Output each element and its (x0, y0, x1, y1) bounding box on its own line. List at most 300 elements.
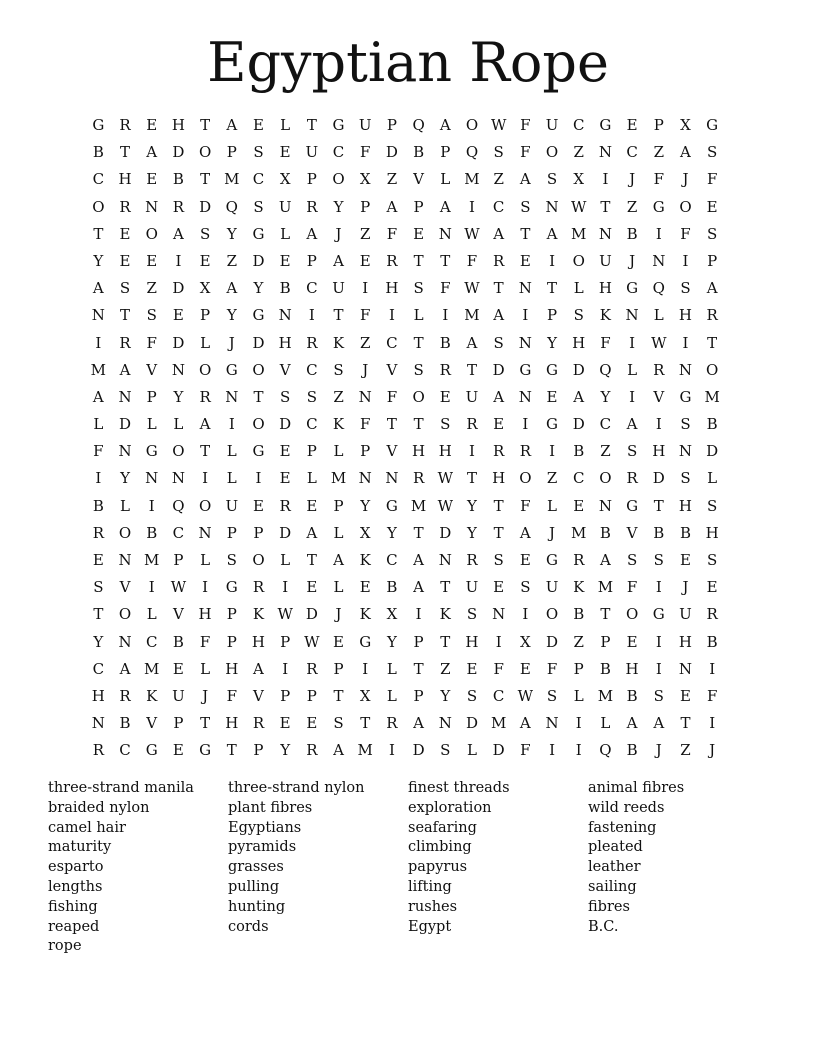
grid-letter: E (279, 442, 291, 461)
grid-letter: P (360, 197, 371, 216)
grid-letter: O (118, 523, 132, 542)
grid-letter: Y (226, 224, 237, 243)
grid-letter: E (279, 469, 291, 488)
grid-letter: D (546, 632, 559, 651)
grid-letter: E (546, 387, 558, 406)
grid-letter: Z (360, 333, 371, 352)
grid-letter: L (573, 279, 584, 298)
word-list-item: animal fibres (588, 780, 685, 796)
grid-letter: P (226, 523, 237, 542)
grid-letter: E (279, 143, 291, 162)
grid-letter: E (172, 741, 184, 760)
grid-letter: T (547, 279, 558, 298)
grid-letter: H (492, 469, 506, 488)
grid-letter: G (145, 741, 158, 760)
grid-letter: I (655, 632, 662, 651)
grid-letter: H (171, 116, 185, 134)
grid-letter: H (678, 632, 693, 651)
grid-letter: T (333, 306, 344, 325)
grid-letter: C (572, 469, 585, 488)
grid-letter: C (92, 170, 105, 189)
grid-letter: I (629, 387, 636, 406)
grid-letter: Y (173, 387, 184, 406)
grid-letter: T (466, 360, 477, 379)
grid-letter: P (226, 632, 237, 651)
grid-letter: K (332, 333, 345, 352)
grid-letter: I (709, 714, 716, 733)
word-list-item: fastening (588, 819, 657, 836)
word-list-item: Egypt (408, 918, 452, 935)
grid-letter: L (440, 170, 451, 189)
grid-letter: R (119, 686, 131, 705)
grid-letter: T (93, 224, 104, 243)
word-list-item: three-strand manila (48, 780, 194, 796)
grid-letter: B (599, 523, 611, 542)
grid-letter: S (573, 306, 584, 325)
grid-letter: P (413, 197, 424, 216)
grid-letter: Q (172, 496, 185, 515)
grid-letter: O (92, 197, 105, 216)
grid-letter: R (252, 578, 265, 597)
grid-letter: R (119, 197, 131, 216)
grid-letter: L (707, 469, 718, 488)
grid-letter: Q (412, 116, 425, 134)
grid-letter: Y (280, 741, 291, 760)
grid-letter: P (173, 551, 184, 569)
grid-letter: G (652, 197, 665, 216)
grid-letter: J (629, 251, 636, 270)
word-list-item: lengths (48, 878, 103, 895)
grid-letter: N (492, 605, 506, 624)
grid-letter: O (706, 360, 719, 379)
grid-letter: J (549, 523, 556, 542)
word-list-item: lifting (408, 878, 452, 895)
grid-letter: I (202, 578, 209, 597)
grid-letter: Z (626, 197, 638, 216)
grid-letter: T (333, 686, 344, 705)
grid-letter: I (495, 632, 502, 651)
grid-letter: R (306, 741, 318, 760)
grid-letter: Z (386, 170, 398, 189)
grid-letter: X (520, 632, 531, 651)
grid-letter: B (386, 578, 398, 597)
grid-letter: S (333, 360, 344, 379)
grid-letter: E (493, 578, 505, 597)
grid-letter: G (332, 116, 345, 134)
grid-letter: C (492, 686, 505, 705)
grid-letter: N (518, 333, 532, 352)
word-list-item: plant fibres (228, 799, 313, 816)
grid-letter: A (306, 224, 318, 243)
grid-letter: G (546, 360, 559, 379)
grid-letter: W (304, 632, 320, 651)
grid-letter: O (172, 442, 185, 461)
word-list-item: seafaring (408, 819, 477, 836)
grid-letter: O (599, 469, 612, 488)
grid-letter: L (333, 523, 344, 542)
grid-letter: S (466, 686, 478, 705)
grid-letter: I (602, 170, 609, 189)
grid-letter: E (413, 224, 425, 243)
grid-letter: Z (226, 251, 237, 270)
grid-letter: A (119, 659, 131, 678)
grid-letter: N (678, 442, 693, 461)
grid-letter: R (653, 360, 665, 379)
grid-letter: Y (600, 387, 611, 406)
grid-letter: A (119, 360, 131, 379)
grid-letter: B (626, 224, 638, 243)
grid-letter: N (198, 523, 212, 542)
grid-letter: S (440, 415, 451, 434)
grid-letter: I (255, 469, 262, 488)
grid-letter: G (145, 442, 158, 461)
grid-letter: A (466, 333, 478, 352)
grid-letter: H (705, 523, 719, 542)
grid-letter: I (522, 306, 529, 325)
grid-letter: Z (653, 143, 664, 162)
grid-letter: N (358, 387, 372, 406)
word-list-item: leather (588, 859, 641, 876)
grid-letter: N (598, 143, 612, 162)
grid-letter: L (653, 306, 664, 325)
grid-letter: A (413, 714, 425, 733)
grid-letter: B (626, 741, 638, 760)
grid-letter: D (492, 360, 505, 379)
word-list-item: pulling (228, 878, 280, 895)
grid-letter: O (519, 469, 532, 488)
grid-letter: T (440, 578, 451, 597)
grid-letter: V (386, 360, 398, 379)
grid-letter: S (707, 496, 718, 515)
grid-letter: A (599, 551, 611, 569)
grid-letter: S (626, 442, 638, 461)
grid-letter: B (706, 415, 718, 434)
grid-letter: Y (440, 686, 451, 705)
grid-letter: N (225, 387, 239, 406)
grid-letter: E (146, 116, 158, 134)
grid-letter: P (333, 496, 344, 515)
grid-letter: T (493, 279, 504, 298)
grid-letter: M (90, 360, 107, 379)
grid-letter: R (493, 442, 505, 461)
grid-letter: W (464, 279, 480, 298)
word-list-item: cords (228, 918, 269, 935)
grid-letter: T (226, 741, 237, 760)
grid-letter: S (626, 551, 638, 569)
grid-letter: C (626, 143, 638, 162)
grid-letter: T (600, 605, 611, 624)
grid-letter: C (92, 659, 105, 678)
grid-letter: I (388, 741, 395, 760)
grid-letter: J (335, 605, 342, 624)
grid-letter: F (466, 251, 478, 270)
grid-letter: T (413, 333, 424, 352)
grid-letter: T (413, 415, 424, 434)
grid-letter: W (651, 333, 667, 352)
grid-letter: N (118, 442, 132, 461)
grid-letter: R (279, 496, 291, 515)
word-list-item: finest threads (408, 780, 510, 796)
grid-letter: R (306, 659, 318, 678)
grid-letter: C (386, 551, 398, 569)
word-list-item: sailing (588, 878, 637, 895)
grid-letter: L (280, 116, 291, 134)
grid-letter: L (280, 551, 291, 569)
grid-letter: A (706, 279, 718, 298)
grid-letter: J (709, 741, 716, 760)
grid-letter: B (679, 523, 691, 542)
grid-letter: I (282, 578, 289, 597)
grid-letter: W (170, 578, 187, 597)
grid-letter: N (625, 306, 639, 325)
grid-letter: O (332, 170, 345, 189)
grid-letter: B (119, 714, 131, 733)
grid-letter: L (600, 714, 611, 733)
grid-letter: L (386, 659, 397, 678)
grid-letter: C (306, 360, 318, 379)
grid-letter: K (252, 605, 265, 624)
grid-letter: G (679, 387, 692, 406)
grid-letter: F (360, 415, 371, 434)
grid-letter: M (144, 551, 160, 569)
grid-letter: C (119, 741, 131, 760)
grid-letter: K (359, 605, 371, 624)
grid-letter: S (440, 741, 451, 760)
grid-letter: P (173, 714, 184, 733)
grid-letter: Y (253, 279, 264, 298)
grid-letter: A (333, 251, 344, 270)
grid-letter: P (226, 605, 237, 624)
grid-letter: E (359, 578, 371, 597)
grid-letter: V (386, 442, 398, 461)
grid-letter: H (385, 279, 399, 298)
grid-letter: P (600, 632, 611, 651)
grid-letter: B (626, 686, 638, 705)
grid-letter: E (172, 659, 184, 678)
grid-letter: N (438, 224, 452, 243)
grid-letter: A (439, 116, 451, 134)
grid-letter: X (680, 116, 691, 134)
grid-letter: E (146, 251, 158, 270)
grid-letter: Q (599, 741, 612, 760)
grid-letter: M (410, 496, 427, 515)
grid-letter: A (519, 714, 531, 733)
grid-letter: X (199, 279, 211, 298)
grid-letter: S (333, 714, 344, 733)
grid-letter: Q (599, 360, 612, 379)
grid-letter: G (385, 496, 398, 515)
grid-letter: W (437, 469, 453, 488)
grid-letter: R (306, 333, 318, 352)
grid-letter: B (573, 442, 585, 461)
grid-letter: W (277, 605, 293, 624)
grid-letter: M (357, 741, 373, 760)
grid-letter: I (362, 659, 369, 678)
grid-letter: S (199, 224, 211, 243)
grid-letter: I (682, 333, 689, 352)
grid-letter: L (93, 415, 104, 434)
grid-letter: A (653, 714, 665, 733)
grid-letter: Q (465, 143, 479, 162)
grid-letter: N (91, 714, 105, 733)
grid-letter: F (386, 387, 398, 406)
grid-letter: D (172, 143, 185, 162)
grid-letter: A (226, 116, 238, 134)
grid-letter: D (119, 415, 132, 434)
grid-letter: O (198, 143, 212, 162)
word-list-item: rushes (408, 898, 458, 915)
grid-letter: A (413, 551, 425, 569)
grid-letter: U (278, 197, 292, 216)
grid-letter: S (707, 224, 718, 243)
grid-letter: X (279, 170, 291, 189)
grid-letter: B (706, 632, 718, 651)
grid-letter: P (413, 686, 424, 705)
grid-letter: L (120, 496, 131, 515)
grid-letter: R (119, 116, 131, 134)
grid-letter: T (360, 714, 371, 733)
grid-letter: R (199, 387, 211, 406)
grid-letter: D (279, 523, 292, 542)
grid-letter: G (252, 442, 265, 461)
grid-letter: K (599, 306, 612, 325)
grid-letter: N (652, 251, 666, 270)
grid-letter: E (439, 387, 451, 406)
grid-letter: I (549, 251, 555, 270)
grid-letter: L (200, 551, 211, 569)
grid-letter: P (360, 442, 371, 461)
grid-letter: Z (333, 387, 344, 406)
grid-letter: R (626, 469, 638, 488)
grid-letter: B (172, 632, 184, 651)
grid-letter: Y (547, 333, 557, 352)
grid-letter: H (412, 442, 426, 461)
grid-letter: E (172, 306, 184, 325)
grid-letter: M (597, 578, 614, 597)
grid-letter: T (306, 116, 317, 134)
grid-letter: T (440, 251, 451, 270)
grid-letter: C (599, 415, 612, 434)
grid-letter: S (493, 551, 504, 569)
grid-letter: I (682, 251, 689, 270)
grid-letter: L (547, 496, 558, 515)
grid-letter: R (493, 251, 505, 270)
grid-letter: B (599, 659, 611, 678)
grid-letter: R (519, 442, 531, 461)
grid-letter: A (172, 224, 184, 243)
grid-letter: U (172, 686, 185, 705)
grid-letter: P (440, 143, 451, 162)
grid-letter: Z (600, 442, 611, 461)
grid-letter: O (252, 551, 265, 569)
grid-letter: E (706, 197, 718, 216)
grid-letter: F (199, 632, 211, 651)
grid-letter: G (252, 306, 265, 325)
grid-letter: L (226, 469, 237, 488)
grid-letter: M (571, 224, 587, 243)
grid-letter: G (546, 415, 559, 434)
grid-letter: R (252, 714, 265, 733)
grid-letter: N (545, 714, 559, 733)
word-list-item: pleated (588, 839, 643, 856)
grid-letter: A (226, 279, 238, 298)
grid-letter: O (252, 415, 265, 434)
grid-letter: A (253, 659, 264, 678)
grid-letter: B (92, 143, 104, 162)
grid-letter: X (573, 170, 585, 189)
word-list-item: reaped (48, 918, 100, 935)
grid-letter: O (625, 605, 639, 624)
grid-letter: E (119, 251, 131, 270)
grid-letter: A (546, 224, 558, 243)
word-list-item: Egyptians (228, 819, 302, 836)
grid-letter: A (626, 415, 638, 434)
grid-letter: N (171, 360, 185, 379)
grid-letter: I (442, 306, 449, 325)
grid-letter: R (306, 197, 318, 216)
grid-letter: F (440, 279, 451, 298)
grid-letter: N (358, 469, 372, 488)
grid-letter: N (598, 496, 612, 515)
grid-letter: C (145, 632, 158, 651)
grid-letter: J (202, 686, 209, 705)
grid-letter: Y (226, 306, 237, 325)
word-list-item: grasses (228, 859, 284, 876)
grid-letter: S (413, 360, 424, 379)
grid-letter: G (626, 496, 639, 515)
grid-letter: D (412, 741, 425, 760)
grid-letter: O (145, 224, 158, 243)
word-list-item: braided nylon (48, 799, 150, 816)
grid-letter: O (572, 251, 585, 270)
grid-letter: Z (680, 741, 691, 760)
grid-letter: O (545, 143, 559, 162)
grid-letter: H (225, 659, 239, 678)
grid-letter: U (358, 116, 372, 134)
grid-letter: U (332, 279, 345, 298)
grid-letter: S (466, 605, 478, 624)
word-list-item: esparto (48, 859, 104, 876)
grid-letter: C (172, 523, 185, 542)
grid-letter: I (522, 415, 529, 434)
grid-letter: Y (93, 632, 104, 651)
grid-letter: F (706, 170, 718, 189)
grid-letter: X (359, 523, 371, 542)
grid-letter: N (145, 197, 159, 216)
grid-letter: W (464, 224, 480, 243)
grid-letter: H (118, 170, 132, 189)
grid-letter: T (120, 143, 131, 162)
grid-letter: K (573, 578, 585, 597)
word-list (48, 779, 768, 957)
grid-letter: B (92, 496, 104, 515)
grid-letter: N (118, 632, 132, 651)
grid-letter: Y (467, 496, 477, 515)
grid-letter: F (600, 333, 611, 352)
grid-letter: T (600, 197, 611, 216)
grid-letter: Z (440, 659, 451, 678)
grid-letter: I (655, 659, 662, 678)
grid-letter: A (493, 387, 505, 406)
grid-letter: N (385, 469, 399, 488)
grid-letter: E (333, 632, 344, 651)
grid-letter: H (652, 442, 666, 461)
grid-letter: P (306, 442, 317, 461)
grid-letter: I (575, 714, 582, 733)
grid-letter: B (279, 279, 291, 298)
grid-letter: M (464, 170, 480, 189)
grid-letter: S (546, 686, 558, 705)
